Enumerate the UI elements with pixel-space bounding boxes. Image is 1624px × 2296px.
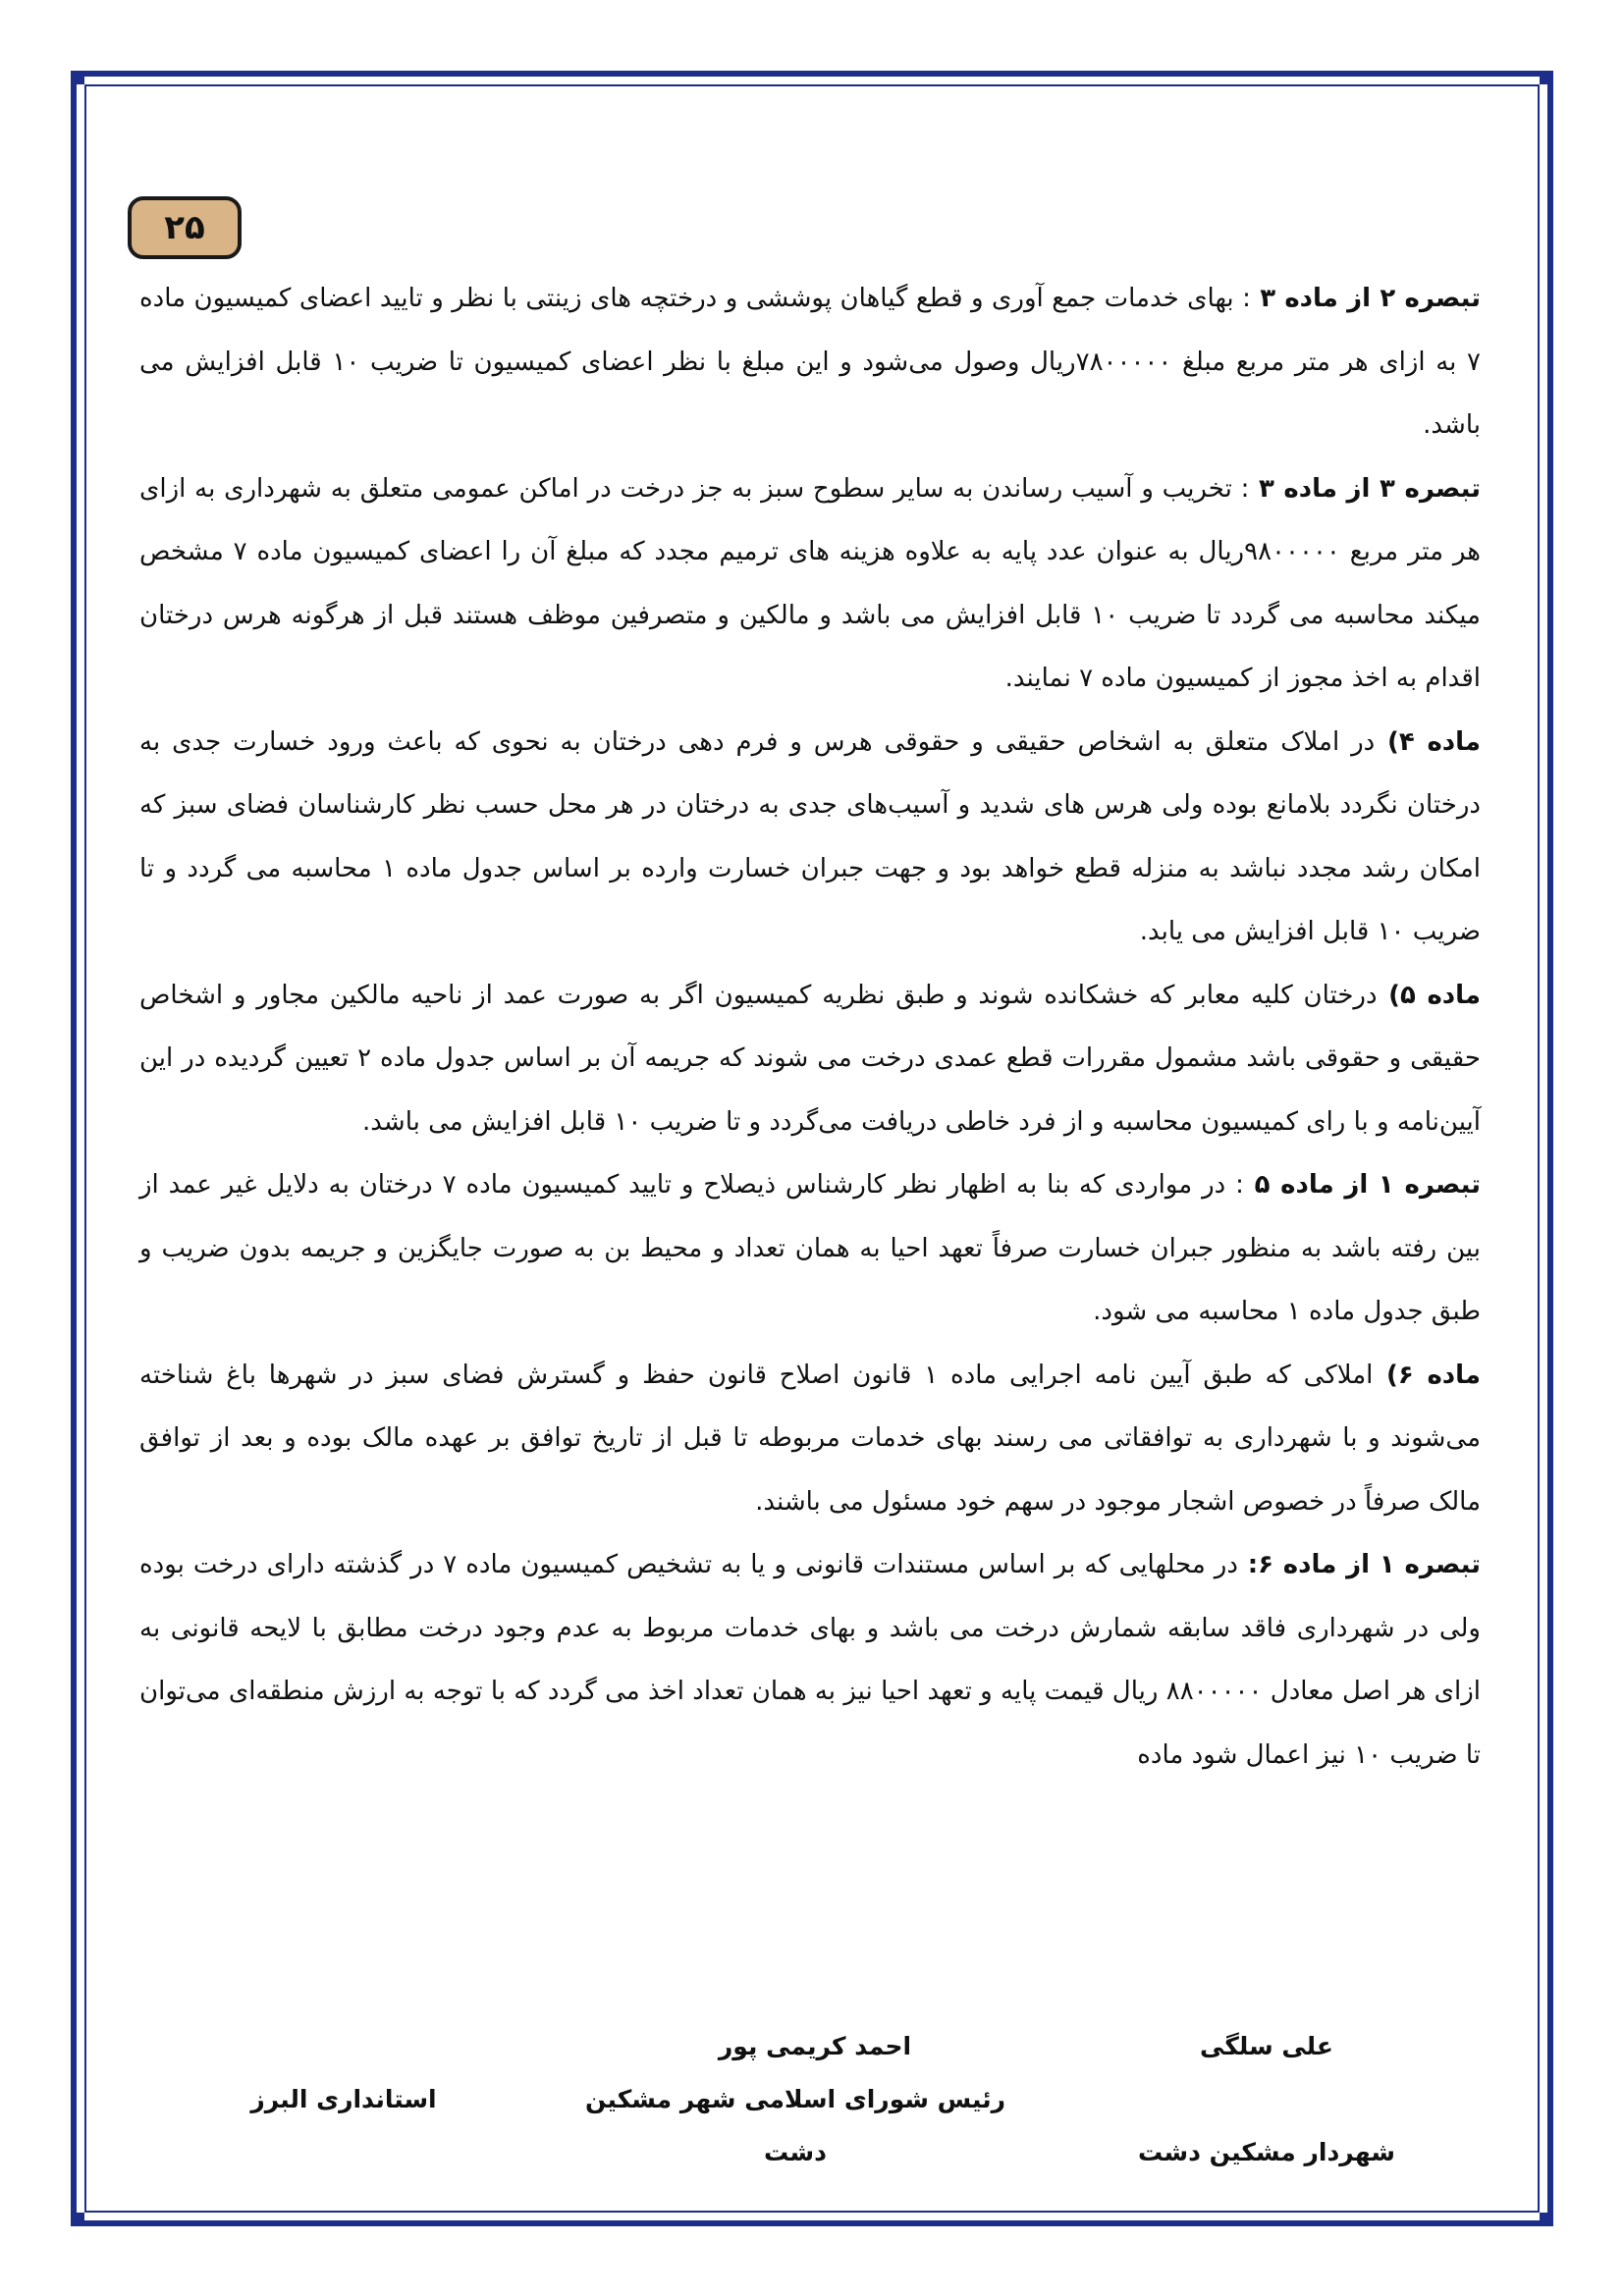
paragraph-note-3-article-3 <box>139 457 1481 711</box>
paragraph-heading: ماده ۵) <box>1377 980 1482 1010</box>
paragraph-text: املاکی که طبق آیین نامه اجرایی ماده ۱ قانون اصلاح قانون حفظ و گسترش فضای سبز در شهرها باغ شناخته می‌شوند و با شهرداری به توافقاتی می رسند بهای خدمات مربوطه تا قبل از تاریخ توافق بر عهده مالک بوده و بعد از توافق مالک صرفاً در خصوص اشجار موجود در سهم خود مسئول می باشند. <box>139 1360 1481 1517</box>
paragraph-text: : بهای خدمات جمع آوری و قطع گیاهان پوششی و درختچه های زینتی با نظر و تایید اعضای کمیسیون ماده ۷ به ازای هر متر مربع مبلغ ۷۸۰۰۰۰۰ریال وصول می‌شود و این مبلغ با نظر اعضای کمیسیون تا ضریب ۱۰ قابل افزایش می باشد. <box>139 284 1482 440</box>
paragraph-heading: ماده ۴) <box>1375 726 1482 757</box>
paragraph-text: درختان کلیه معابر که خشکانده شوند و طبق نظریه کمیسیون اگر به صورت عمد از ناحیه مالکین مجاور و اشخاص حقیقی و حقوقی باشد مشمول مقررات قطع عمدی درخت می شوند که جریمه آن بر اساس جدول ماده ۲ تعیین گردیده در این آیین‌نامه و با رای کمیسیون محاسبه و از فرد خاطی دریافت می‌گردد و تا ضریب ۱۰ قابل افزایش می باشد. <box>139 980 1482 1137</box>
council-head-name: احمد کریمی پور <box>718 2032 912 2060</box>
border-corner-bottom-right <box>1540 2213 1553 2226</box>
paragraph-text: : تخریب و آسیب رساندن به سایر سطوح سبز به جز درخت در اماکن عمومی متعلق به شهرداری به ازای هر متر مربع ۹۸۰۰۰۰۰ریال به عنوان عدد پایه به علاوه هزینه های ترمیم مجدد که مبلغ آن را اعضای کمیسیون ماده ۷ مشخص میکند محاسبه می گردد تا ضریب ۱۰ قابل افزایش می باشد و مالکین و متصرفین موظف هستند قبل از هرگونه هرس درختان اقدام به اخذ مجوز از کمیسیون ماده ۷ نمایند. <box>139 473 1481 693</box>
paragraph-heading: تبصره ۳ از ماده ۳ <box>1249 473 1481 504</box>
council-head-title: رئیس شورای اسلامی شهر مشکین <box>585 2085 1005 2113</box>
governorate-title: استانداری البرز <box>250 2085 437 2113</box>
border-corner-top-left <box>71 71 84 84</box>
paragraph-article-4 <box>139 711 1481 964</box>
paragraph-heading: ماده ۶) <box>1373 1360 1481 1390</box>
page-number-badge: ۲۵ <box>128 196 242 259</box>
border-corner-top-right <box>1540 71 1553 84</box>
paragraph-text: در املاک متعلق به اشخاص حقیقی و حقوقی هرس و فرم دهی درختان به نحوی که باعث ورود خسارت جدی به درختان نگردد بلامانع بوده ولی هرس های شدید و آسیب‌های جدی به درختان در هر محل حسب نظر کارشناسان فضای سبز که امکان رشد مجدد نباشد به منزله قطع خواهد بود و جهت جبران خسارت وارده بر اساس جدول ماده ۱ محاسبه می گردد و تا ضریب ۱۰ قابل افزایش می یابد. <box>139 726 1481 946</box>
paragraph-article-5 <box>139 964 1481 1154</box>
paragraph-text: در محلهایی که بر اساس مستندات قانونی و یا به تشخیص کمیسیون ماده ۷ در گذشته دارای درخت بوده ولی در شهرداری فاقد سابقه شمارش درخت می باشد و بهای خدمات مربوط به عدم وجود درخت مطابق با لایحه قانونی به ازای هر اصل معادل ۸۸۰۰۰۰۰ ریال قیمت پایه و تعهد احیا نیز به همان تعداد اخذ می گردد که با توجه به ارزش منطقه‌ای می‌توان تا ضریب ۱۰ نیز اعمال شود ماده <box>139 1550 1481 1770</box>
paragraph-note-1-article-6 <box>139 1533 1481 1787</box>
paragraph-note-1-article-5 <box>139 1153 1481 1344</box>
paragraph-note-2-article-3 <box>139 267 1481 457</box>
council-head-title-line-2: دشت <box>764 2138 827 2166</box>
border-corner-bottom-left <box>71 2213 84 2226</box>
paragraph-text: : در مواردی که بنا به اظهار نظر کارشناس ذیصلاح و تایید کمیسیون ماده ۷ درختان به دلایل غیر عمد از بین رفته باشد به منظور جبران خسارت صرفاً تعهد احیا به همان تعداد و محیط بن به صورت جایگزین و جریمه بدون ضریب و طبق جدول ماده ۱ محاسبه می شود. <box>139 1170 1481 1326</box>
mayor-title: شهردار مشکین دشت <box>1138 2138 1395 2166</box>
mayor-name: علی سلگی <box>1200 2032 1333 2060</box>
document-body <box>139 267 1481 1787</box>
paragraph-heading: تبصره ۱ از ماده ۵ <box>1243 1170 1481 1200</box>
paragraph-heading: تبصره ۱ از ماده ۶: <box>1237 1550 1482 1579</box>
paragraph-article-6 <box>139 1344 1481 1534</box>
paragraph-heading: تبصره ۲ از ماده ۳ <box>1250 284 1481 313</box>
